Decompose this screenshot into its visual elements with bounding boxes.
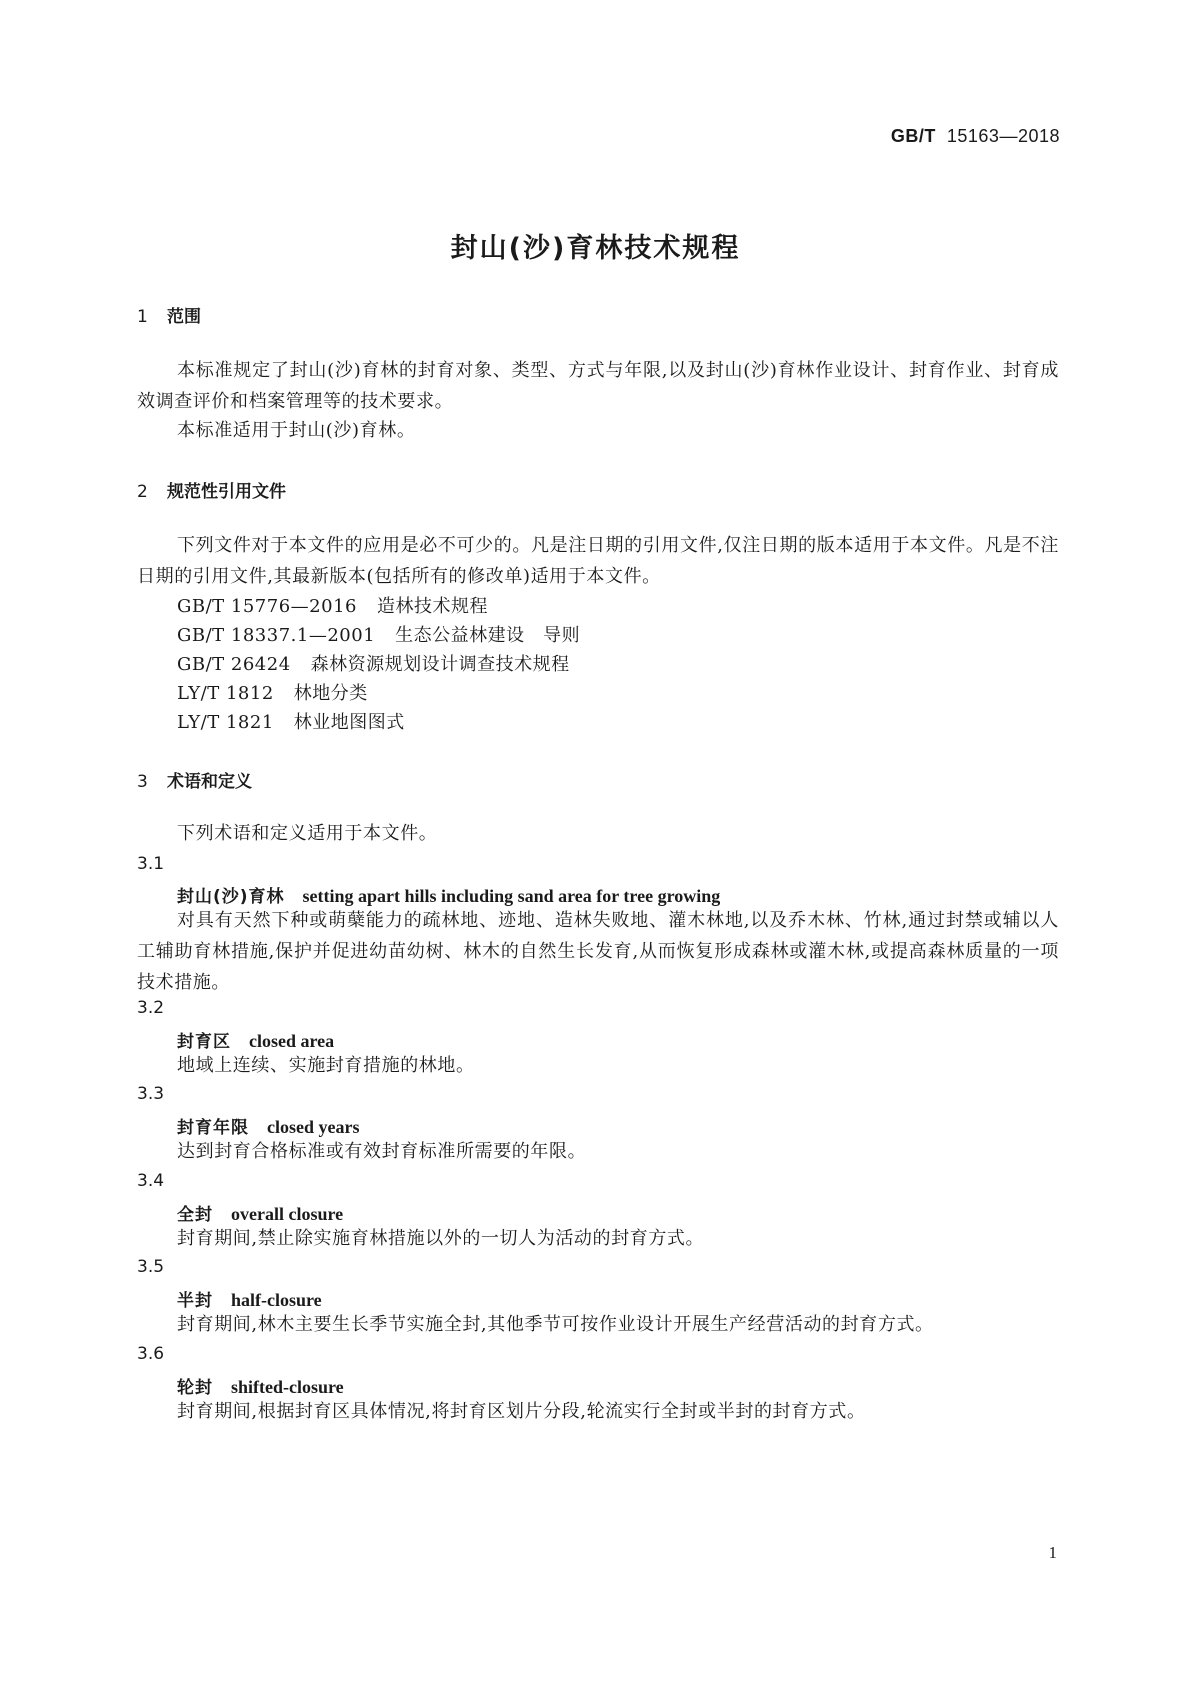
term-heading: [177, 1373, 344, 1398]
term-en: closed area: [249, 1031, 335, 1051]
section-number: 2: [137, 482, 148, 502]
term-heading: [177, 1113, 359, 1138]
reference-code: GB/T 26424: [177, 654, 291, 675]
section-heading-3: [137, 767, 252, 792]
term-number: 3.3: [137, 1084, 165, 1104]
paragraph: 下列文件对于本文件的应用是必不可少的。凡是注日期的引用文件,仅注日期的版本适用于本文件。凡是不注日期的引用文件,其最新版本(包括所有的修改单)适用于本文件。: [137, 535, 1059, 587]
document-title: 封山(沙)育林技术规程: [450, 233, 741, 264]
section-title: 范围: [167, 307, 201, 327]
term-number: 3.4: [137, 1171, 165, 1191]
term-zh: 封山(沙)育林: [177, 887, 285, 907]
section-title: 规范性引用文件: [167, 482, 286, 502]
standard-code-prefix: GB/T: [890, 126, 936, 146]
section-number: 3: [137, 772, 148, 792]
term-en: half-closure: [231, 1290, 322, 1310]
reference-code: LY/T 1812: [177, 683, 274, 704]
section-heading-2: [137, 477, 286, 502]
page-number: 1: [1048, 1543, 1057, 1562]
term-zh: 轮封: [177, 1378, 213, 1398]
term-heading: [177, 1027, 334, 1052]
standard-code: [891, 126, 1060, 147]
term-number: 3.5: [137, 1257, 165, 1277]
term-definition: 达到封育合格标准或有效封育标准所需要的年限。: [177, 1141, 587, 1162]
section-title: 术语和定义: [167, 772, 252, 792]
term-zh: 全封: [177, 1205, 213, 1225]
term-en: closed years: [267, 1117, 360, 1137]
term-definition: 封育期间,禁止除实施育林措施以外的一切人为活动的封育方式。: [177, 1228, 705, 1249]
reference-item: [177, 592, 488, 618]
term-zh: 封育年限: [177, 1118, 249, 1138]
paragraph: 本标准适用于封山(沙)育林。: [177, 420, 416, 441]
reference-item: [177, 650, 570, 676]
section-heading-1: [137, 302, 201, 327]
reference-name: 生态公益林建设 导则: [395, 625, 581, 646]
term-heading: [177, 882, 720, 907]
paragraph: 下列术语和定义适用于本文件。: [177, 823, 438, 844]
standard-code-number: 15163—2018: [946, 126, 1060, 146]
term-definition: 地域上连续、实施封育措施的林地。: [177, 1055, 475, 1076]
term-number: 3.1: [137, 854, 165, 874]
term-zh: 封育区: [177, 1032, 231, 1052]
reference-code: GB/T 18337.1—2001: [177, 625, 376, 646]
term-zh: 半封: [177, 1291, 213, 1311]
term-heading: [177, 1286, 322, 1311]
reference-item: [177, 679, 368, 705]
reference-item: [177, 621, 580, 647]
reference-name: 林业地图图式: [293, 712, 405, 733]
reference-code: LY/T 1821: [177, 712, 274, 733]
term-number: 3.6: [137, 1344, 165, 1364]
term-definition: 封育期间,林木主要生长季节实施全封,其他季节可按作业设计开展生产经营活动的封育方式。: [177, 1314, 934, 1335]
term-definition: 封育期间,根据封育区具体情况,将封育区划片分段,轮流实行全封或半封的封育方式。: [177, 1401, 866, 1422]
reference-name: 森林资源规划设计调查技术规程: [310, 654, 570, 675]
term-definition: 对具有天然下种或萌蘖能力的疏林地、迹地、造林失败地、灌木林地,以及乔木林、竹林,通过封禁或辅以人工辅助育林措施,保护并促进幼苗幼树、林木的自然生长发育,从而恢复形成森林或灌木林,或提高森林质量的一项技术措施。: [137, 910, 1059, 993]
term-en: shifted-closure: [231, 1377, 344, 1397]
term-en: overall closure: [231, 1204, 344, 1224]
reference-code: GB/T 15776—2016: [177, 596, 357, 617]
term-number: 3.2: [137, 998, 165, 1018]
term-en: setting apart hills including sand area for tree growing: [302, 886, 721, 906]
reference-name: 林地分类: [293, 683, 368, 704]
reference-item: [177, 708, 405, 734]
section-number: 1: [137, 307, 148, 327]
paragraph: 本标准规定了封山(沙)育林的封育对象、类型、方式与年限,以及封山(沙)育林作业设计、封育作业、封育成效调查评价和档案管理等的技术要求。: [137, 360, 1059, 412]
reference-name: 造林技术规程: [376, 596, 488, 617]
term-heading: [177, 1200, 343, 1225]
